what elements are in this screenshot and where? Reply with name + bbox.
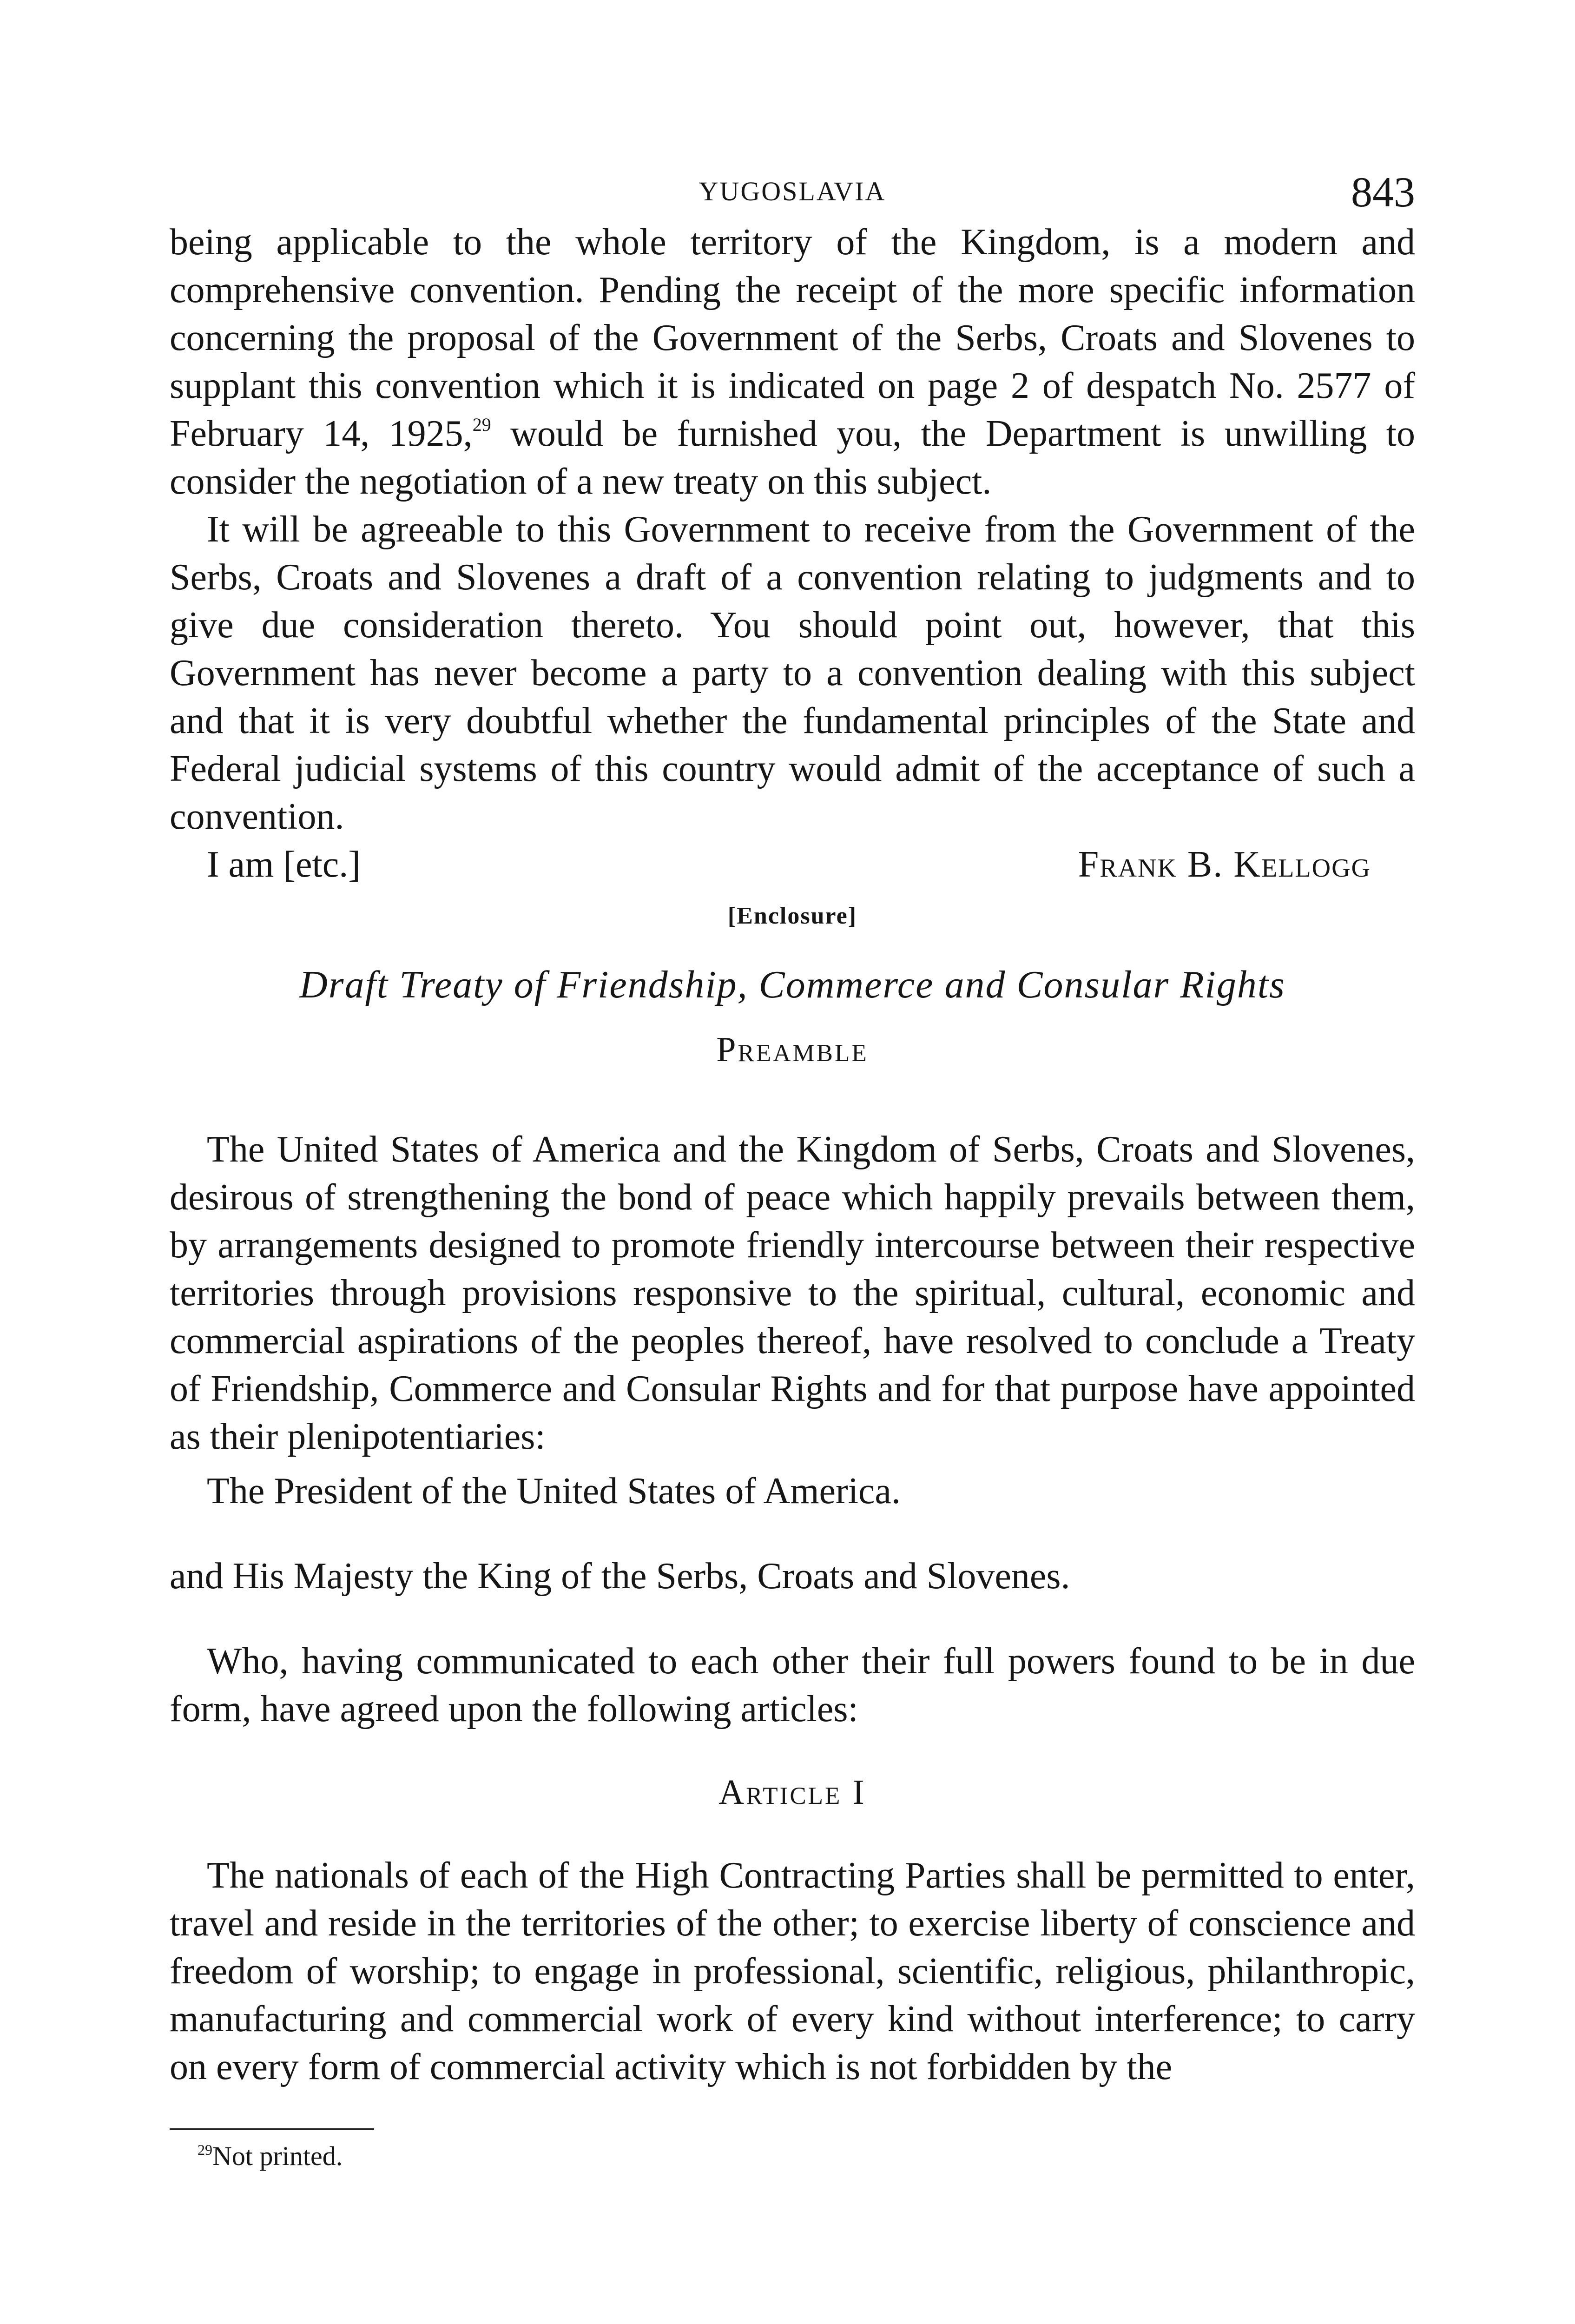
letter-paragraph-1-continued: would be furnished you, the Department is unwilling to consider the negotiation of a new treaty on this subject. [170,413,1415,502]
plenipotentiary-united-states: The President of the United States of America. [207,1471,901,1512]
article-heading: Article I [718,1773,866,1812]
letter-paragraph-1-text: being applicable to the whole territory of the Kingdom, is a modern and comprehensive convention. Pending the receipt of the more specific information concerning the proposal of the Government of the Serbs, Croats and Slovenes to supplant this convention which it is indicated on page 2 of despatch No. 2577 of February 14, 1925, [170,222,1415,454]
plenipotentiary-kingdom: and His Majesty the King of the Serbs, Croats and Slovenes. [170,1556,1070,1597]
article-paragraph: The nationals of each of the High Contracting Parties shall be permitted to enter, travel and reside in the territories of the other; to exercise liberty of conscience and freedom of worship; to engage in professional, scientific, religious, philanthropic, manufacturing and commercial work of every kind without interference; to carry on every form of commercial activity which is not forbidden by the [170,1855,1415,2087]
footnote-divider [170,2128,374,2130]
agreement-paragraph: Who, having communicated to each other their full powers found to be in due form, have agreed upon the following articles: [170,1641,1415,1730]
letter-paragraph-2: It will be agreeable to this Government to receive from the Government of the Serbs, Croats and Slovenes a draft of a convention relating to judgments and to give due consideration thereto. You should point out, however, that this Government has never become a party to a convention dealing with this subject and that it is very doubtful whether the fundamental principles of the State and Federal judicial systems of this country would admit of the acceptance of such a convention. [170,509,1415,837]
letter-signoff [170,841,1415,893]
running-header [170,167,1415,218]
letter-paragraph-1 [170,218,1415,506]
enclosure-label: [Enclosure] [727,903,857,929]
preamble-paragraph: The United States of America and the Kingdom of Serbs, Croats and Slovenes, desirous of strengthening the bond of peace which happily prevails between them, by arrangements designed to promote friendly intercourse between their respective territories through provisions responsive to the spiritual, cultural, economic and commercial aspirations of the peoples thereof, have resolved to conclude a Treaty of Friendship, Commerce and Consular Rights and for that purpose have appointed as their plenipotentiaries: [170,1129,1415,1457]
preamble-heading: Preamble [716,1030,869,1069]
letter-closing: I am [etc.] [207,844,361,885]
running-title: YUGOSLAVIA [699,176,886,206]
letter-signature: Frank B. Kellogg [1078,844,1371,885]
footnote-text: Not printed. [212,2141,343,2171]
footnote-number: 29 [198,2141,212,2158]
footnote-reference: 29 [472,414,491,435]
treaty-title: Draft Treaty of Friendship, Commerce and Consular Rights [299,963,1285,1006]
document-page [170,167,1415,2175]
page-number: 843 [1351,168,1415,216]
footnote [170,2138,1415,2175]
